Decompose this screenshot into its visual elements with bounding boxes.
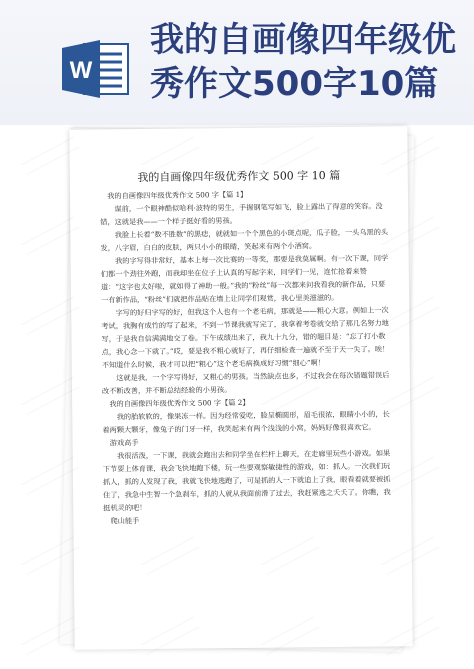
paragraph: 我的胎软软的，像果冻一样。因为经常爱吃，脸呈椭圆形，眉毛很浓，眼睛小小的，长着两颗大颗牙，像兔子的门牙一样，我笑起来有两个浅浅的小窝，妈妈好像很喜欢它。: [102, 409, 390, 435]
section-heading: 我的自画像四年级优秀作文 500 字【篇 1】: [107, 189, 248, 201]
document-page[interactable]: [69, 126, 412, 650]
paragraph: 谋前，一个眼神酷似哈利·波特的男生，手握钢笔写如飞，脸上露出了得意的笑容。没错，这就是我——一个样子挺好看的男孩。: [100, 201, 383, 227]
banner-title: 我的自画像四年级优秀作文500字10篇: [150, 20, 456, 104]
word-document-icon: [60, 38, 130, 100]
paragraph: 我的字写得非常好，基本上每一次比赛的一等奖，那要是我莫属啊。有一次下课，同学们都一个劲往外跑，而我却坐在位子上认真的写起字来，同学们一见，连忙抢着来赞道：“这字也太好啦，就如得了神助一般。”我的“粉丝”每一次都来问我看我的新作品，只要一有新作品，“粉丝”们就把作品贴在墙上让同学们观赏，我心里美滋滋的。: [100, 253, 389, 305]
document-title: 我的自画像四年级优秀作文 500 字 10 篇: [137, 168, 341, 185]
document-body: [100, 186, 394, 527]
section-heading: 我的自画像四年级优秀作文 500 字【篇 2】: [109, 397, 250, 409]
paragraph: 字写的好归字写的好，但我这个人也有一个老毛病，那就是——粗心大意。例如上一次考试，我胸有成竹的写了起来，不到一节课我就写完了，我拿着考卷就交给了那几名努力地写，于是我自信满满地交了卷。下午成绩出来了，我九十九分，错的题目是：“忘了打小数点，我心念一下就了。”哎，要是我不粗心就好了，再仔细检查一遍就不至于天一失了。唉！不知道什么时候，我才可以把“粗心”这个老毛病换成好习惯“细心”啊！: [101, 305, 390, 370]
word-icon-letter: W: [69, 57, 93, 84]
paragraph: 我脸上长着“数不胜数”的黑痣，就就如一个个黑色的小斑点呢，瓜子脸，一头乌黑的头发，八字眉，白白的皮肤，两只小小的眼睛，笑起来有两个小酒窝。: [100, 227, 389, 253]
paragraph: 我很活泼，一下课，我就会跑出去和同学坐在栏杆上聊天，在走廊里玩些小游戏。如果下节要上体育课，我会飞快地跑下楼，玩一些要观察敏捷性的游戏，如：抓人。一次我们玩抓人，抓的人发现了我，我就飞快地逃跑了，可是抓的人一下就追上了我，眼看着就要被抓住了，我急中生智一个急刹车，抓的人就从我面前滑了过去，我赶紧逃之夭夭了。你瞧，我挺机灵的吧！: [102, 448, 391, 513]
section-heading: 游戏高手: [109, 438, 139, 448]
section-heading: 爬山能手: [110, 516, 140, 526]
paragraph: 这就是我，一个字写得好，又粗心的男孩。当然缺点也多，不过我会在每次错题错误后改不断改善，并不断总结经验的小男孩。: [101, 370, 390, 396]
